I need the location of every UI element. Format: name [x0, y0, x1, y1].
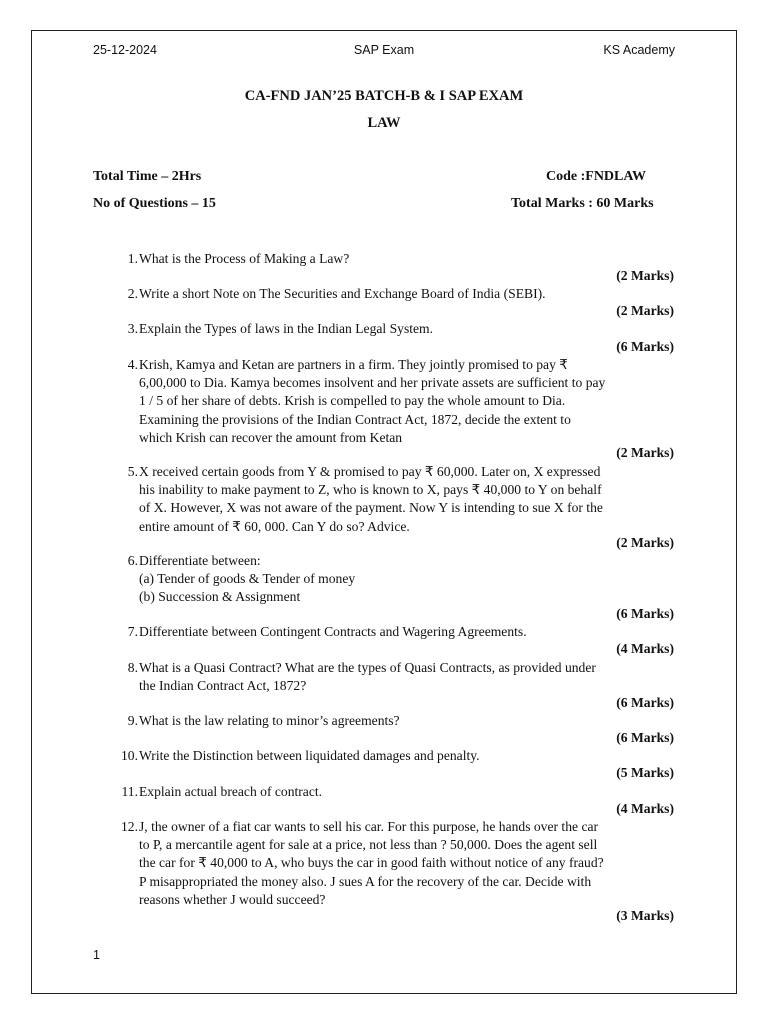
question-item: [108, 356, 678, 447]
question-number: 3.: [127, 321, 138, 336]
question-item: [108, 712, 678, 730]
question-line: Write a short Note on The Securities and Exchange Board of India (SEBI).: [139, 286, 546, 301]
question-line: Differentiate between Contingent Contracts and Wagering Agreements.: [139, 624, 527, 639]
exam-subject: LAW: [367, 115, 401, 131]
question-number: 10.: [121, 748, 138, 763]
question-marks: (2 Marks): [616, 445, 674, 460]
question-number: 2.: [127, 286, 138, 301]
question-item: [108, 783, 678, 801]
question-line: Differentiate between:: [139, 553, 261, 568]
total-time: Total Time – 2Hrs: [93, 169, 202, 184]
question-marks: (4 Marks): [616, 801, 674, 816]
num-questions: No of Questions – 15: [93, 196, 216, 211]
question-item: [108, 250, 678, 268]
question-line: X received certain goods from Y & promised to pay ₹ 60,000. Later on, X expressed: [139, 464, 601, 479]
exam-code: Code :FNDLAW: [546, 169, 646, 184]
question-line: 1 / 5 of her share of debts. Krish is compelled to pay the whole amount to Dia.: [139, 393, 566, 409]
question-line: What is a Quasi Contract? What are the types of Quasi Contracts, as provided under: [139, 660, 596, 675]
question-marks: (5 Marks): [616, 765, 674, 780]
question-line: P misappropriated the money also. J sues A for the recovery of the car. Decide with: [139, 873, 592, 889]
question-item: [108, 818, 678, 909]
question-line: the car for ₹ 40,000 to A, who buys the car in good faith without notice of any fraud?: [139, 855, 604, 871]
question-item: [108, 623, 678, 641]
question-marks: (2 Marks): [616, 535, 674, 550]
question-marks: (4 Marks): [616, 641, 674, 656]
question-number: 12.: [121, 819, 138, 834]
header-right: KS Academy: [603, 43, 675, 57]
question-line: Explain the Types of laws in the Indian Legal System.: [139, 321, 434, 336]
question-marks: (6 Marks): [616, 730, 674, 745]
question-line: to P, a mercantile agent for sale at a price, not less than ? 50,000. Does the agent sell: [139, 837, 598, 853]
question-item: [108, 285, 678, 303]
question-item: [108, 747, 678, 765]
question-number: 9.: [127, 713, 138, 728]
question-marks: (6 Marks): [616, 606, 674, 621]
total-marks: Total Marks : 60 Marks: [511, 196, 654, 211]
question-item: [108, 463, 678, 536]
question-line: Write the Distinction between liquidated damages and penalty.: [139, 748, 480, 763]
question-line: Explain actual breach of contract.: [139, 784, 323, 799]
question-line: his inability to make payment to Z, who is known to X, pays ₹ 40,000 to Y on behalf: [139, 482, 602, 498]
question-number: 5.: [127, 464, 138, 479]
question-number: 11.: [121, 784, 138, 799]
question-item: [108, 320, 678, 338]
question-number: 7.: [127, 624, 138, 639]
question-number: 8.: [127, 660, 138, 675]
question-line: which Krish can recover the amount from Ketan: [139, 429, 403, 445]
question-line: J, the owner of a fiat car wants to sell his car. For this purpose, he hands over the car: [139, 819, 599, 834]
page-number: 1: [93, 948, 100, 962]
question-line: What is the Process of Making a Law?: [139, 251, 350, 266]
question-line: 6,00,000 to Dia. Kamya becomes insolvent and her private assets are sufficient to pay: [139, 375, 606, 391]
question-line: Krish, Kamya and Ketan are partners in a firm. They jointly promised to pay ₹: [139, 357, 568, 372]
question-marks: (3 Marks): [616, 908, 674, 923]
header-center: SAP Exam: [353, 43, 415, 57]
question-marks: (2 Marks): [616, 268, 674, 283]
question-line: of X. However, X was not aware of the payment. Now Y is intending to sue X for the: [139, 500, 603, 516]
header-date: 25-12-2024: [93, 43, 157, 57]
question-line: reasons whether J would succeed?: [139, 891, 326, 907]
exam-title: CA-FND JAN’25 BATCH-B & I SAP EXAM: [244, 88, 524, 104]
question-marks: (2 Marks): [616, 303, 674, 318]
question-number: 6.: [127, 553, 138, 568]
question-number: 4.: [127, 357, 138, 372]
question-line: Examining the provisions of the Indian Contract Act, 1872, decide the extent to: [139, 411, 571, 427]
question-item: [108, 659, 678, 695]
question-line: What is the law relating to minor’s agreements?: [139, 713, 400, 728]
question-marks: (6 Marks): [616, 339, 674, 354]
question-line: (b) Succession & Assignment: [139, 589, 301, 605]
question-number: 1.: [127, 251, 138, 266]
question-line: (a) Tender of goods & Tender of money: [139, 571, 356, 587]
question-item: [108, 552, 678, 607]
question-line: the Indian Contract Act, 1872?: [139, 678, 307, 694]
question-marks: (6 Marks): [616, 695, 674, 710]
question-line: entire amount of ₹ 60, 000. Can Y do so? Advice.: [139, 518, 410, 534]
